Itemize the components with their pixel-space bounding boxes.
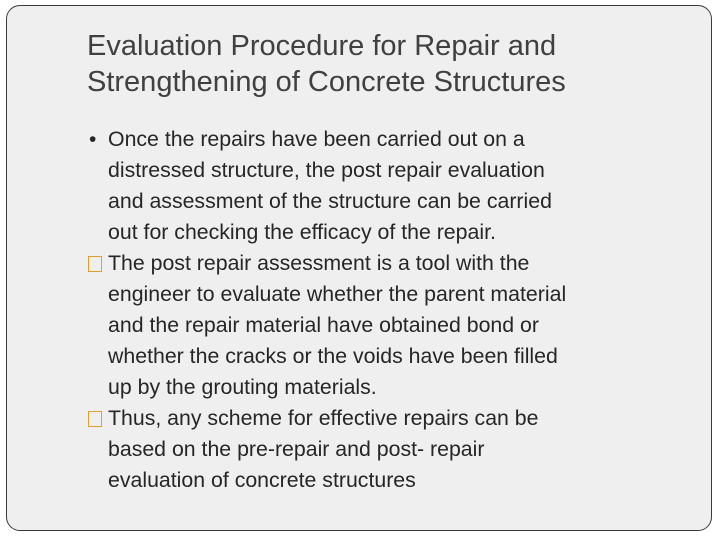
bullet-2-line-5: up by the grouting materials. <box>108 375 377 399</box>
slide-title <box>87 28 707 100</box>
dot-bullet-icon: • <box>89 128 97 151</box>
title-line-1: Evaluation Procedure for Repair and <box>87 30 557 62</box>
bullet-1-line-2: distressed structure, the post repair evaluation <box>108 158 545 182</box>
bullet-2-line-4: whether the cracks or the voids have been filled <box>108 344 558 368</box>
bullet-list <box>89 124 699 496</box>
bullet-1-line-4: out for checking the efficacy of the repair. <box>108 220 496 244</box>
bullet-2-line-1: The post repair assessment is a tool with the <box>108 251 530 275</box>
bullet-item-3 <box>89 403 699 496</box>
bullet-3-line-2: based on the pre-repair and post- repair <box>108 437 485 461</box>
bullet-2-line-2: engineer to evaluate whether the parent material <box>108 282 567 306</box>
title-line-2: Strengthening of Concrete Structures <box>87 66 566 98</box>
slide <box>6 5 712 531</box>
bullet-2-line-3: and the repair material have obtained bond or <box>108 313 539 337</box>
bullet-3-line-3: evaluation of concrete structures <box>108 468 416 492</box>
bullet-item-2 <box>89 248 699 403</box>
bullet-3-line-1: Thus, any scheme for effective repairs can be <box>108 406 539 430</box>
box-bullet-icon <box>88 256 102 272</box>
bullet-item-1 <box>89 124 699 248</box>
box-bullet-icon <box>88 411 102 427</box>
bullet-1-line-3: and assessment of the structure can be carried <box>108 189 552 213</box>
bullet-1-line-1: Once the repairs have been carried out on a <box>108 127 525 151</box>
